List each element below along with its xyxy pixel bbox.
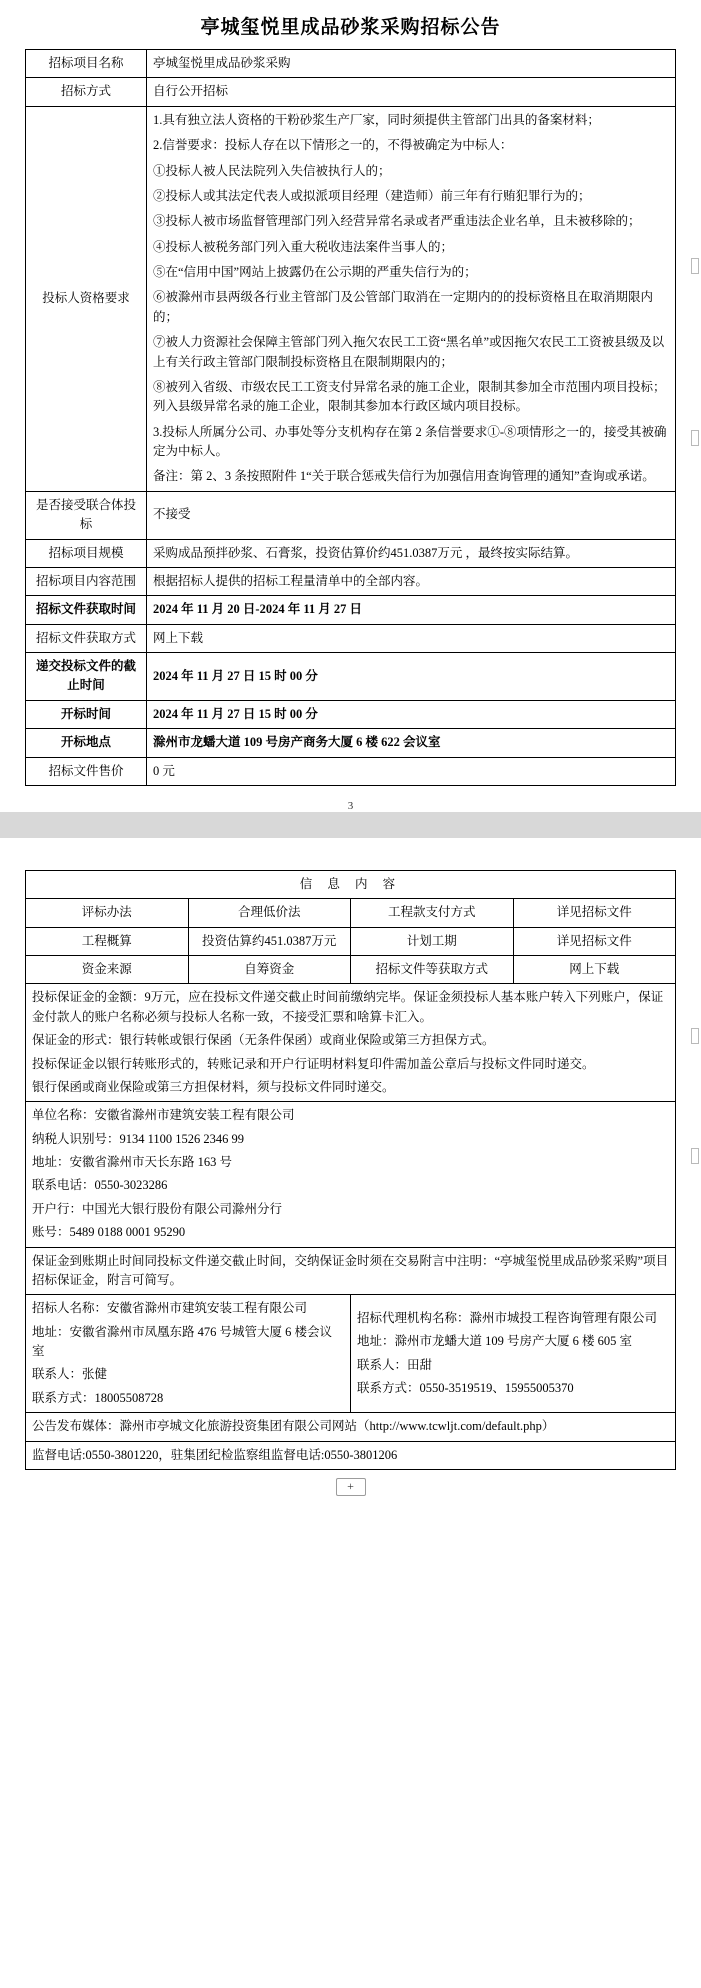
qualification-item: 3.投标人所属分公司、办事处等分支机构存在第 2 条信誉要求①-⑧项情形之一的，接受其被确定为中标人。 [153,424,667,458]
account-line: 联系电话：0550-3023286 [32,1178,168,1193]
qualification-item: ②投标人或其法定代表人或拟派项目经理（建造师）前三年有行贿犯罪行为的； [153,188,591,203]
contact-value: 安徽省滁州市建筑安装工程有限公司 [107,1301,308,1316]
add-page-button[interactable]: + [336,1478,366,1496]
contact-value: 田甜 [407,1357,433,1372]
qualification-item: 备注：第 2、3 条按照附件 1“关于联合惩戒失信行为加强信用查询管理的通知”查询或承诺。 [153,469,655,484]
account-line: 纳税人识别号：9134 1100 1526 2346 99 [32,1131,245,1146]
contact-value: 18005508728 [94,1390,164,1405]
table-row-qualification [26,106,676,491]
contact-label: 地址： [357,1334,395,1349]
qualification-item: ⑧被列入省级、市级农民工工资支付异常名录的施工企业，限制其参加全市范围内项目投标；列入县级异常名录的施工企业，限制其参加本行政区域内项目投标。 [153,379,666,414]
table-row [26,78,676,106]
table-row-contacts [26,1295,676,1413]
table-row [26,899,676,927]
contact-value: 张健 [82,1367,108,1382]
contact-label: 招标人名称： [32,1301,108,1316]
row-label: 招标项目名称 [26,50,147,78]
qualification-item: ⑦被人力资源社会保障主管部门列入拖欠农民工工资“黑名单”或因拖欠农民工工资被县级及以上有关行政主管部门限制投标资格且在限制期限内的； [153,335,665,369]
row-value: 2024 年 11 月 27 日 15 时 00 分 [147,653,676,701]
row-value: 详见招标文件 [513,899,676,927]
row-label: 招标方式 [26,78,147,106]
agency-contact-block [351,1295,676,1413]
account-information [26,1102,676,1247]
row-label: 计划工期 [351,927,514,955]
table-row [26,700,676,728]
row-value: 自行公开招标 [147,78,676,106]
deposit-line: 投标保证金以银行转账形式的，转账记录和开户行证明材料复印件需加盖公章后与投标文件同时递交。 [32,1056,595,1071]
account-line: 地址：安徽省滁州市天长东路 163 号 [32,1155,233,1169]
contact-label: 联系人： [357,1357,408,1372]
row-label: 评标办法 [26,899,189,927]
table-row [26,757,676,785]
contact-line [357,1379,669,1398]
row-label: 招标项目内容范围 [26,567,147,595]
deposit-requirements [26,984,676,1102]
row-value: 网上下载 [147,624,676,652]
row-value: 投资估算约451.0387万元 [188,927,351,955]
table-row [26,653,676,701]
qualification-requirements [147,106,676,491]
page-edge-marker [691,1148,699,1164]
table-row-note [26,1247,676,1295]
account-line: 账号：5489 0188 0001 95290 [32,1225,186,1240]
table-row [26,624,676,652]
row-value: 采购成品预拌砂浆、石膏浆，投资估算价约451.0387万元 ，最终按实际结算。 [147,539,676,567]
tenderee-contact-block [26,1295,351,1413]
table-row-deposit [26,984,676,1102]
deposit-note [26,1247,676,1295]
information-header: 信 息 内 容 [26,870,676,898]
row-value: 2024 年 11 月 27 日 15 时 00 分 [147,700,676,728]
information-table [25,870,676,1470]
deposit-line: 投标保证金的金额：9万元，应在投标文件递交截止时间前缴纳完毕。保证金须投标人基本账户转入下列账户，保证金付款人的账户名称必须与投标人名称一致，不接受汇票和啥算卡汇入。 [32,990,664,1024]
row-label: 招标文件获取方式 [26,624,147,652]
row-label: 开标地点 [26,729,147,757]
row-value: 自筹资金 [188,956,351,984]
row-label: 招标文件等获取方式 [351,956,514,984]
supervision-phone: 监督电话:0550-3801220，驻集团纪检监察组监督电话:0550-3801206 [26,1441,676,1469]
account-line: 单位名称：安徽省滁州市建筑安装工程有限公司 [32,1108,295,1123]
publish-media: 公告发布媒体：滁州市亭城文化旅游投资集团有限公司网站（http://www.tcwljt.com/default.php） [26,1413,676,1441]
table-row [26,927,676,955]
page-gap [0,812,701,838]
contact-line [357,1356,669,1375]
contact-line [32,1389,344,1408]
row-label: 招标文件售价 [26,757,147,785]
row-label: 资金来源 [26,956,189,984]
qualification-item: ①投标人被人民法院列入失信被执行人的； [153,163,391,178]
row-value: 合理低价法 [188,899,351,927]
table-row-supervision [26,1441,676,1469]
row-value: 滁州市龙蟠大道 109 号房产商务大厦 6 楼 622 会议室 [147,729,676,757]
table-row [26,50,676,78]
contact-value: 0550-3519519、15955005370 [419,1381,574,1396]
row-value: 详见招标文件 [513,927,676,955]
row-label: 工程款支付方式 [351,899,514,927]
deposit-line: 保证金的形式：银行转帐或银行保函（无条件保函）或商业保险或第三方担保方式。 [32,1033,495,1048]
qualification-item: 1.具有独立法人资格的干粉砂浆生产厂家，同时须提供主管部门出具的备案材料； [153,112,600,127]
table-row [26,956,676,984]
deposit-line: 银行保函或商业保险或第三方担保材料，须与投标文件同时递交。 [32,1079,395,1094]
table-row-account [26,1102,676,1247]
contact-value: 安徽省滁州市凤凰东路 476 号城管大厦 6 楼会议室 [32,1324,333,1358]
document-page-2 [0,838,701,1988]
row-value: 0 元 [147,757,676,785]
page-edge-marker [691,1028,699,1044]
table-row [26,596,676,624]
contact-label: 地址： [32,1324,70,1339]
table-row [26,539,676,567]
page-edge-marker [691,258,699,274]
contact-line [357,1332,669,1351]
contact-line [32,1323,344,1362]
table-row [26,491,676,539]
page-number: 3 [347,799,354,812]
contact-label: 招标代理机构名称： [357,1310,470,1325]
row-value: 亭城玺悦里成品砂浆采购 [147,50,676,78]
row-label: 工程概算 [26,927,189,955]
contact-value: 滁州市城投工程咨询管理有限公司 [469,1310,658,1325]
announcement-table [25,49,676,786]
contact-line [32,1299,344,1318]
row-value: 网上下载 [513,956,676,984]
row-label: 招标文件获取时间 [26,596,147,624]
page-title: 亭城玺悦里成品砂浆采购招标公告 [200,17,501,38]
qualification-item: 2.信誉要求：投标人存在以下情形之一的，不得被确定为中标人： [153,138,513,153]
row-value: 不接受 [147,491,676,539]
contact-line [32,1365,344,1384]
row-label: 投标人资格要求 [26,106,147,491]
table-row [26,729,676,757]
row-label: 招标项目规模 [26,539,147,567]
table-row [26,567,676,595]
row-value: 根据招标人提供的招标工程量清单中的全部内容。 [147,567,676,595]
row-label: 递交投标文件的截止时间 [26,653,147,701]
contact-label: 联系方式： [32,1390,95,1405]
row-label: 开标时间 [26,700,147,728]
qualification-item: ④投标人被税务部门列入重大税收违法案件当事人的； [153,239,454,254]
table-row-publisher [26,1413,676,1441]
row-value: 2024 年 11 月 20 日-2024 年 11 月 27 日 [147,596,676,624]
table-header-row [26,870,676,898]
qualification-item: ⑥被滁州市县两级各行业主管部门及公管部门取消在一定期内的的投标资格且在取消期限内的； [153,290,654,324]
contact-value: 滁州市龙蟠大道 109 号房产大厦 6 楼 605 室 [394,1334,633,1349]
row-label: 是否接受联合体投标 [26,491,147,539]
qualification-item: ⑤在“信用中国”网站上披露仍在公示期的严重失信行为的； [153,265,477,279]
qualification-item: ③投标人被市场监督管理部门列入经营异常名录或者严重违法企业名单，且未被移除的； [153,214,641,229]
account-line: 开户行：中国光大银行股份有限公司滁州分行 [32,1201,283,1216]
contact-label: 联系方式： [357,1381,420,1396]
contact-line [357,1309,669,1328]
contact-label: 联系人： [32,1367,83,1382]
page-edge-marker [691,430,699,446]
document-page-1 [0,0,701,812]
note-line: 保证金到账期止时间同投标文件递交截止时间，交纳保证金时须在交易附言中注明：“亭城玺悦里成品砂浆采购”项目招标保证金，附言可简写。 [32,1253,669,1287]
